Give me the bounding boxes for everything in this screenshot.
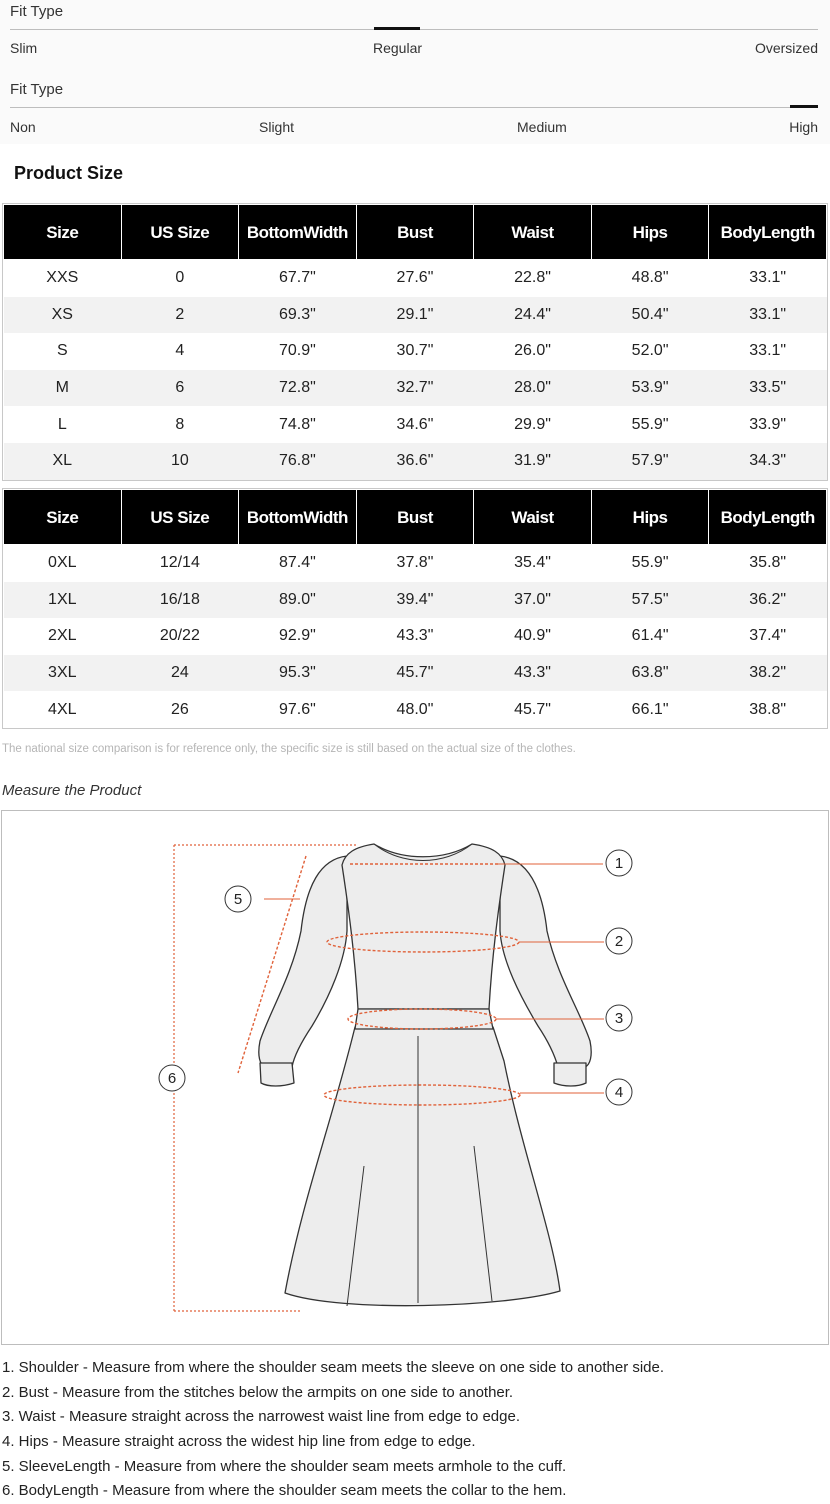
desc-bust: 2. Bust - Measure from the stitches below the armpits on one side to another. — [2, 1383, 514, 1401]
fit-type-title: Fit Type — [10, 3, 64, 20]
measure-descriptions — [2, 1356, 664, 1504]
table-cell: 6 — [121, 370, 239, 407]
fit-option-slim: Slim — [10, 40, 38, 56]
desc-sleeve-length: 5. SleeveLength - Measure from where the shoulder seam meets armhole to the cuff. — [2, 1457, 567, 1475]
table-cell: 27.6" — [396, 269, 434, 287]
table-cell: 33.5" — [709, 370, 827, 407]
header-waist: Waist — [474, 205, 592, 260]
table-cell: 43.3" — [474, 655, 592, 692]
table-row — [4, 333, 827, 370]
table-cell: 37.8" — [396, 554, 434, 572]
table-cell: S — [56, 342, 68, 360]
table-cell: 2 — [121, 297, 239, 334]
table-cell: 4 — [175, 342, 185, 360]
table-cell: 45.7" — [356, 655, 474, 692]
table-cell: 43.3" — [396, 627, 434, 645]
header-us-size: US Size — [121, 490, 239, 545]
table-row — [4, 406, 827, 443]
table-cell: 48.0" — [396, 700, 434, 718]
table-row — [4, 443, 827, 480]
table-cell: 53.9" — [591, 370, 709, 407]
table-cell: 37.0" — [474, 582, 592, 619]
table-row — [4, 691, 827, 728]
table-cell: 70.9" — [278, 342, 316, 360]
table-cell: 35.4" — [514, 554, 551, 572]
table-cell: 32.7" — [356, 370, 474, 407]
table-cell: 3XL — [4, 655, 122, 692]
measure-diagram — [1, 810, 829, 1345]
table-cell: 66.1" — [631, 700, 669, 718]
header-bust: Bust — [356, 205, 474, 260]
callout-2: 2 — [614, 933, 624, 950]
table-cell: 92.9" — [278, 627, 316, 645]
table-cell: 36.2" — [709, 582, 827, 619]
table-row — [4, 545, 827, 582]
table-cell: 76.8" — [239, 443, 357, 480]
table-cell: XXS — [46, 269, 79, 287]
table-cell: 20/22 — [159, 627, 200, 645]
header-size: Size — [4, 490, 122, 545]
table-row — [4, 260, 827, 297]
table-cell: 38.8" — [749, 700, 787, 718]
table-cell: 67.7" — [278, 269, 316, 287]
table-cell: 29.9" — [514, 415, 551, 433]
callout-4: 4 — [614, 1084, 624, 1101]
stretch-type-marker — [790, 105, 818, 108]
header-bottomwidth: BottomWidth — [239, 490, 357, 545]
desc-body-length: 6. BodyLength - Measure from where the shoulder seam meets the collar to the hem. — [2, 1482, 567, 1500]
stretch-option-medium: Medium — [517, 119, 567, 135]
table-cell: 33.1" — [709, 297, 827, 334]
header-bust: Bust — [356, 490, 474, 545]
table-cell: XS — [4, 297, 122, 334]
table-cell: 0 — [175, 269, 185, 287]
table-cell: 36.6" — [356, 443, 474, 480]
table-cell: 55.9" — [631, 415, 669, 433]
table-cell: 0XL — [48, 554, 77, 572]
table-row — [4, 655, 827, 692]
table-row — [4, 618, 827, 655]
table-cell: 52.0" — [631, 342, 669, 360]
table-cell: 33.1" — [749, 342, 787, 360]
callout-6: 6 — [167, 1070, 177, 1087]
fit-type-marker — [374, 27, 420, 30]
table-cell: 72.8" — [239, 370, 357, 407]
table-cell: 34.3" — [709, 443, 827, 480]
table-row — [4, 582, 827, 619]
table-cell: 89.0" — [239, 582, 357, 619]
table-cell: 1XL — [4, 582, 122, 619]
table-cell: 55.9" — [631, 554, 669, 572]
desc-hips: 4. Hips - Measure straight across the widest hip line from edge to edge. — [2, 1433, 476, 1451]
product-size-title: Product Size — [14, 163, 124, 183]
table-cell: 10 — [121, 443, 239, 480]
table-cell: 16/18 — [121, 582, 239, 619]
table-cell: 8 — [175, 415, 185, 433]
table-cell: 95.3" — [239, 655, 357, 692]
table-cell: 35.8" — [749, 554, 787, 572]
fit-option-oversized: Oversized — [754, 40, 818, 56]
table-cell: 28.0" — [474, 370, 592, 407]
header-bodylength: BodyLength — [709, 490, 827, 545]
table-cell: 34.6" — [396, 415, 434, 433]
callout-5: 5 — [233, 891, 243, 908]
table-cell: 24 — [121, 655, 239, 692]
dress-diagram — [2, 811, 828, 1344]
table-cell: 61.4" — [631, 627, 669, 645]
header-hips: Hips — [591, 205, 709, 260]
table-cell: XL — [4, 443, 122, 480]
dress-illustration — [259, 844, 591, 1306]
table-cell: 87.4" — [278, 554, 316, 572]
stretch-option-high: High — [789, 119, 818, 135]
header-size: Size — [4, 205, 122, 260]
measure-title: Measure the Product — [2, 782, 142, 799]
stretch-type-track — [10, 107, 818, 108]
table-cell: 26.0" — [514, 342, 551, 360]
size-note: The national size comparison is for reference only, the specific size is still based on the actual size of the clothes. — [2, 743, 576, 755]
table-cell: 45.7" — [514, 700, 551, 718]
table-cell: 74.8" — [278, 415, 316, 433]
table-cell: 26 — [170, 700, 189, 718]
table-cell: 39.4" — [356, 582, 474, 619]
fit-option-regular: Regular — [373, 40, 423, 56]
stretch-option-non: Non — [10, 119, 36, 135]
table-cell: 33.1" — [749, 269, 787, 287]
table-cell: 29.1" — [356, 297, 474, 334]
table-cell: 57.5" — [591, 582, 709, 619]
table-cell: 63.8" — [591, 655, 709, 692]
table-cell: 4XL — [48, 700, 77, 718]
header-hips: Hips — [591, 490, 709, 545]
table-cell: 33.9" — [749, 415, 787, 433]
table-row — [4, 297, 827, 334]
desc-waist: 3. Waist - Measure straight across the narrowest waist line from edge to edge. — [2, 1408, 521, 1426]
table-cell: 97.6" — [278, 700, 316, 718]
header-waist: Waist — [474, 490, 592, 545]
table-cell: L — [57, 415, 67, 433]
table-cell: 57.9" — [591, 443, 709, 480]
size-table-plus — [3, 489, 827, 728]
table-cell: 69.3" — [239, 297, 357, 334]
stretch-type-title: Fit Type — [10, 81, 64, 98]
table-cell: 50.4" — [591, 297, 709, 334]
table-cell: 37.4" — [749, 627, 787, 645]
header-bodylength: BodyLength — [709, 205, 827, 260]
stretch-option-slight: Slight — [259, 119, 295, 135]
table-cell: 31.9" — [474, 443, 592, 480]
table-cell: 38.2" — [709, 655, 827, 692]
table-cell: 48.8" — [631, 269, 669, 287]
header-bottomwidth: BottomWidth — [239, 205, 357, 260]
callout-3: 3 — [614, 1010, 624, 1027]
fit-type-panel — [0, 0, 830, 144]
callout-1: 1 — [614, 855, 624, 872]
table-row — [4, 370, 827, 407]
desc-shoulder: 1. Shoulder - Measure from where the shoulder seam meets the sleeve on one side to another side. — [2, 1359, 665, 1376]
table-cell: 24.4" — [474, 297, 592, 334]
table-cell: 30.7" — [396, 342, 434, 360]
table-cell: 2XL — [48, 627, 77, 645]
table-cell: M — [4, 370, 122, 407]
size-table-regular — [3, 204, 827, 480]
header-us-size: US Size — [121, 205, 239, 260]
table-cell: 22.8" — [514, 269, 551, 287]
table-cell: 12/14 — [159, 554, 200, 572]
table-cell: 40.9" — [514, 627, 551, 645]
